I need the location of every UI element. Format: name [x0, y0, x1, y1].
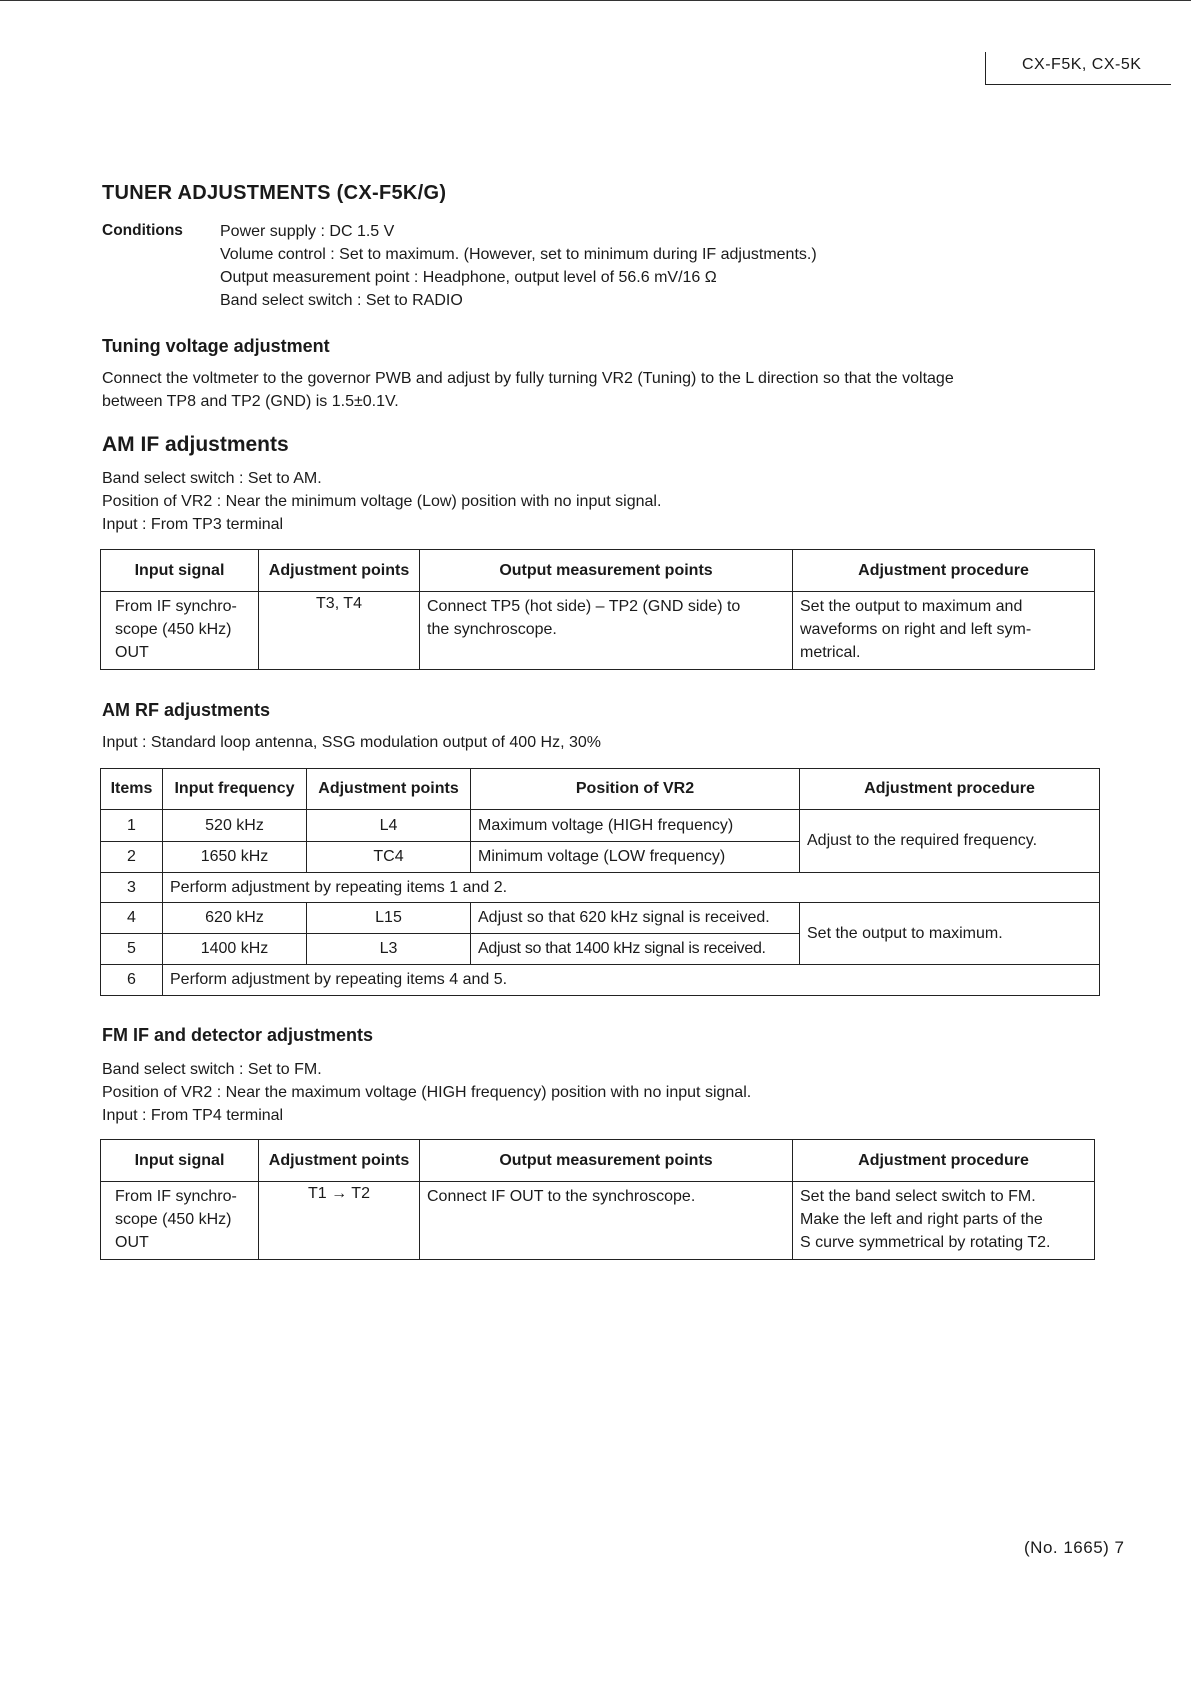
input-signal: From IF synchro- scope (450 kHz) OUT — [101, 1182, 259, 1260]
fm-if-text — [102, 1058, 751, 1127]
am-if-line: Band select switch : Set to AM. — [102, 470, 322, 487]
page-number: (No. 1665) 7 — [1024, 1538, 1125, 1557]
adjustment-procedure: Set the band select switch to FM. Make the left and right parts of the S curve symmetrical by rotating T2. — [793, 1182, 1095, 1260]
item-text: Perform adjustment by repeating items 4 and 5. — [163, 965, 1100, 996]
col-header: Adjustment points — [259, 1140, 420, 1182]
col-header: Input frequency — [163, 769, 307, 810]
output-measurement: Connect IF OUT to the synchroscope. — [420, 1182, 793, 1260]
item-number: 3 — [101, 873, 163, 903]
adjustment-point: L4 — [307, 810, 471, 842]
fm-if-title: FM IF and detector adjustments — [102, 1025, 374, 1045]
am-rf-text: Input : Standard loop antenna, SSG modulation output of 400 Hz, 30% — [102, 734, 602, 751]
input-signal: From IF synchro- scope (450 kHz) OUT — [101, 592, 259, 670]
condition-line: Power supply : DC 1.5 V — [220, 223, 395, 240]
col-header: Adjustment procedure — [800, 769, 1100, 810]
am-rf-title: AM RF adjustments — [102, 700, 271, 720]
col-header: Adjustment points — [259, 550, 420, 592]
vr2-position: Minimum voltage (LOW frequency) — [471, 842, 800, 873]
tuning-text — [102, 367, 954, 413]
tuning-title: Tuning voltage adjustment — [102, 336, 330, 356]
table-row — [101, 1182, 1095, 1260]
adjustment-point: L15 — [307, 903, 471, 934]
condition-line: Output measurement point : Headphone, output level of 56.6 mV/16 Ω — [220, 269, 717, 286]
tuning-line: Connect the voltmeter to the governor PWB and adjust by fully turning VR2 (Tuning) to the L direction so that the voltage — [102, 370, 954, 387]
am-if-table — [100, 549, 1095, 670]
col-header: Adjustment procedure — [793, 550, 1095, 592]
input-frequency: 620 kHz — [163, 903, 307, 934]
col-header: Items — [101, 769, 163, 810]
table-row — [101, 592, 1095, 670]
am-if-title: AM IF adjustments — [102, 433, 289, 456]
top-rule — [0, 0, 1191, 1]
input-frequency: 1400 kHz — [163, 934, 307, 965]
item-number: 4 — [101, 903, 163, 934]
vr2-position: Adjust so that 620 kHz signal is received. — [471, 903, 800, 934]
col-header: Position of VR2 — [471, 769, 800, 810]
am-rf-table — [100, 768, 1100, 996]
am-if-line: Position of VR2 : Near the minimum voltage (Low) position with no input signal. — [102, 493, 662, 510]
adjustment-procedure: Set the output to maximum and waveforms on right and left sym- metrical. — [793, 592, 1095, 670]
model-number: CX-F5K, CX-5K — [1022, 56, 1142, 73]
conditions-label: Conditions — [102, 222, 183, 239]
adjustment-points: T1 → T2 — [259, 1182, 420, 1260]
table-row — [101, 810, 1100, 842]
vr2-position: Adjust so that 1400 kHz signal is received. — [471, 934, 800, 965]
input-frequency: 1650 kHz — [163, 842, 307, 873]
item-text: Perform adjustment by repeating items 1 and 2. — [163, 873, 1100, 903]
item-number: 1 — [101, 810, 163, 842]
adjustment-points: T3, T4 — [259, 592, 420, 670]
fm-if-line: Input : From TP4 terminal — [102, 1107, 284, 1124]
model-header — [985, 52, 1171, 85]
am-if-text — [102, 467, 661, 536]
col-header: Adjustment procedure — [793, 1140, 1095, 1182]
item-number: 6 — [101, 965, 163, 996]
condition-line: Volume control : Set to maximum. (However, set to minimum during IF adjustments.) — [220, 246, 817, 263]
col-header: Input signal — [101, 550, 259, 592]
adjustment-point: L3 — [307, 934, 471, 965]
am-if-line: Input : From TP3 terminal — [102, 516, 284, 533]
adjustment-procedure: Adjust to the required frequency. — [800, 810, 1100, 873]
vr2-position: Maximum voltage (HIGH frequency) — [471, 810, 800, 842]
item-number: 5 — [101, 934, 163, 965]
input-frequency: 520 kHz — [163, 810, 307, 842]
col-header: Output measurement points — [420, 550, 793, 592]
fm-if-line: Position of VR2 : Near the maximum voltage (HIGH frequency) position with no input signal. — [102, 1084, 752, 1101]
col-header: Input signal — [101, 1140, 259, 1182]
tuning-line: between TP8 and TP2 (GND) is 1.5±0.1V. — [102, 393, 399, 410]
table-row — [101, 903, 1100, 934]
adjustment-point: TC4 — [307, 842, 471, 873]
condition-line: Band select switch : Set to RADIO — [220, 292, 463, 309]
item-number: 2 — [101, 842, 163, 873]
fm-if-line: Band select switch : Set to FM. — [102, 1061, 322, 1078]
fm-if-table — [100, 1139, 1095, 1260]
adjustment-procedure: Set the output to maximum. — [800, 903, 1100, 965]
section-title: TUNER ADJUSTMENTS (CX-F5K/G) — [102, 182, 447, 204]
table-row — [101, 965, 1100, 996]
table-row — [101, 873, 1100, 903]
col-header: Output measurement points — [420, 1140, 793, 1182]
conditions-list — [220, 220, 817, 312]
output-measurement: Connect TP5 (hot side) – TP2 (GND side) to the synchroscope. — [420, 592, 793, 670]
col-header: Adjustment points — [307, 769, 471, 810]
